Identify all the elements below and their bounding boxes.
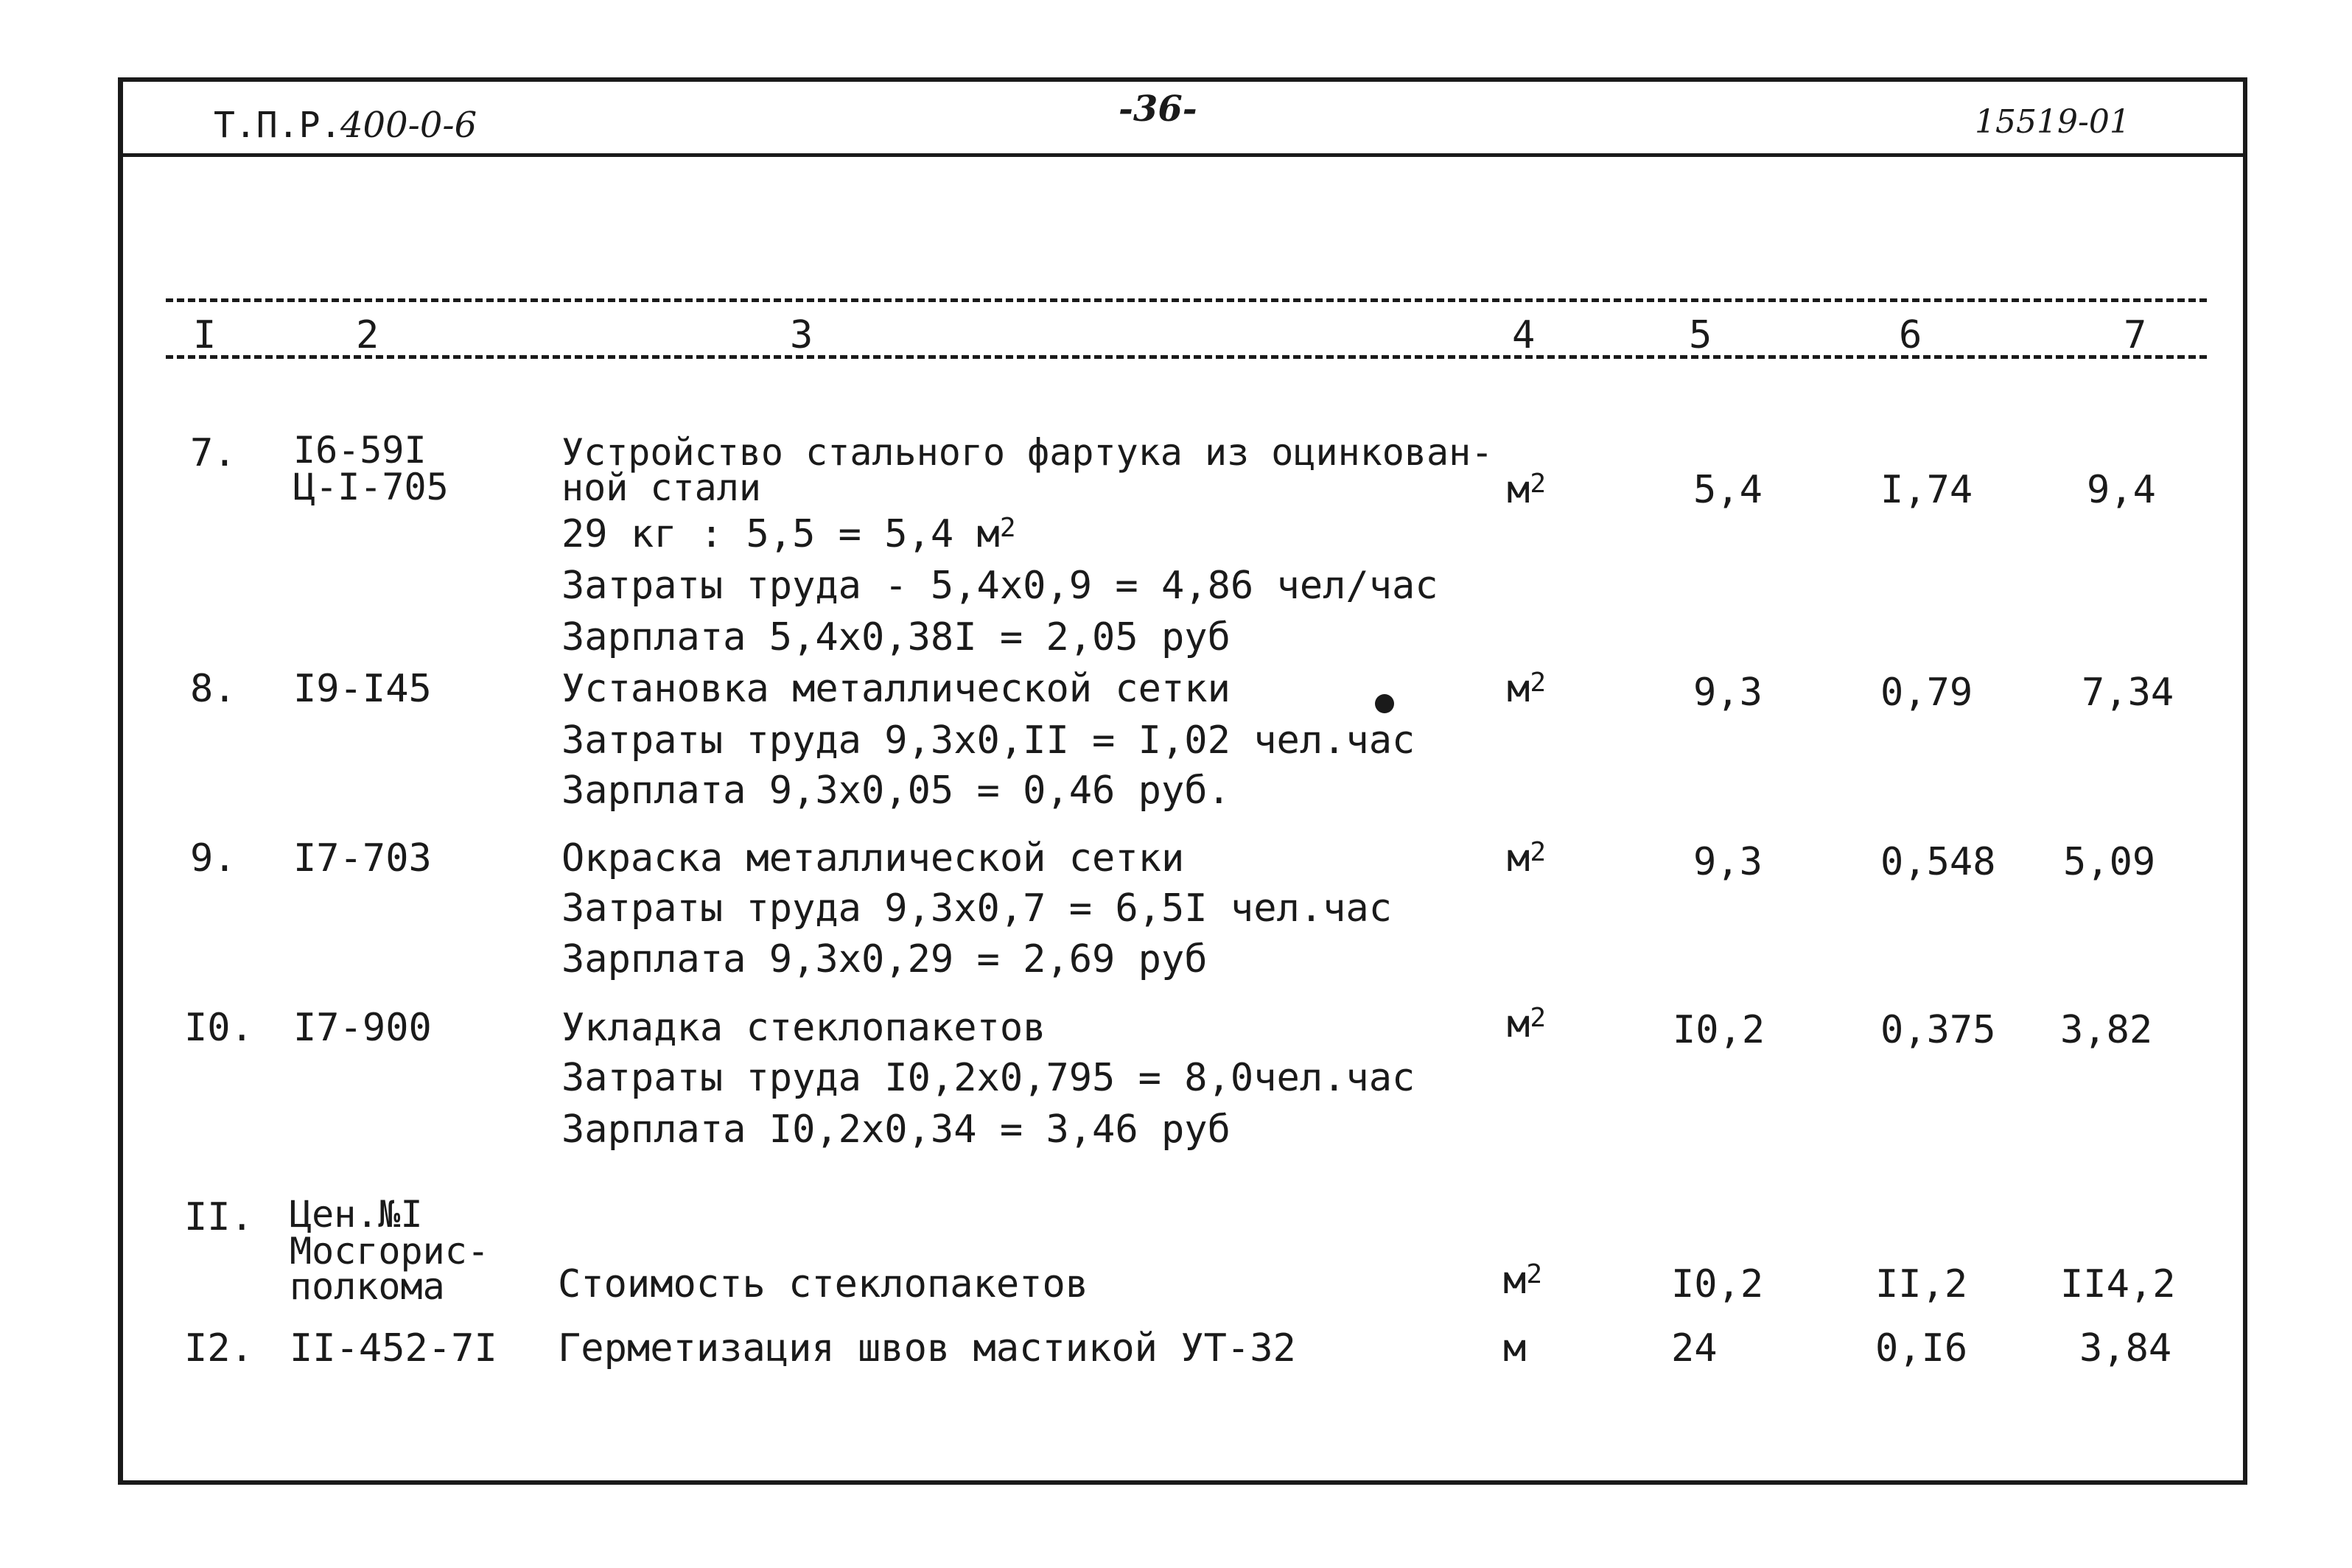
- row-code: полкома: [290, 1265, 445, 1308]
- doc-number: 400-0-6: [340, 105, 477, 146]
- row-code: Ц-I-705: [293, 466, 449, 508]
- row-quantity: I0,2: [1673, 1008, 1765, 1052]
- row-code: Цен.№I: [290, 1193, 423, 1236]
- row-description: Укладка стеклопакетов: [561, 1006, 1046, 1050]
- page-number: -36-: [1119, 88, 1197, 130]
- row-unit-price: 0,548: [1880, 840, 1996, 884]
- row-number: 9.: [190, 836, 237, 881]
- row-quantity: I0,2: [1671, 1262, 1764, 1306]
- row-description: Зарплата 9,3х0,05 = 0,46 руб.: [561, 769, 1231, 813]
- row-description: ной стали: [561, 466, 761, 509]
- row-number: 8.: [190, 667, 237, 711]
- row-number: 7.: [190, 431, 237, 475]
- row-description: 29 кг : 5,5 = 5,4 $м^2$: [561, 512, 1016, 556]
- ink-blot: [1375, 694, 1394, 713]
- column-header-4: 4: [1512, 313, 1536, 357]
- column-header-3: 3: [790, 313, 813, 357]
- row-description: Затраты труда I0,2х0,795 = 8,0чел.час: [561, 1056, 1415, 1100]
- column-header-1: I: [193, 313, 217, 357]
- row-quantity: 24: [1671, 1326, 1718, 1371]
- row-description: Окраска металлической сетки: [561, 836, 1185, 881]
- doc-prefix: Т.П.Р.: [214, 105, 342, 146]
- row-description: Затраты труда 9,3х0,II = I,02 чел.час: [561, 718, 1415, 763]
- row-unit-price: 0,375: [1880, 1008, 1996, 1052]
- row-total: 9,4: [2087, 468, 2156, 512]
- row-total: 5,09: [2063, 840, 2156, 884]
- row-description: Стоимость стеклопакетов: [558, 1262, 1089, 1306]
- row-number: I0.: [184, 1006, 253, 1050]
- column-header-7: 7: [2124, 313, 2147, 357]
- row-code: I7-900: [293, 1006, 432, 1050]
- column-header-2: 2: [356, 313, 379, 357]
- row-description: Устройство стального фартука из оцинкован-: [561, 431, 1494, 474]
- row-number: II.: [184, 1195, 253, 1239]
- row-unit-price: 0,79: [1880, 671, 1973, 715]
- row-description: Зарплата 9,3х0,29 = 2,69 руб: [561, 937, 1208, 981]
- row-total: 3,84: [2079, 1326, 2172, 1371]
- row-description: Зарплата 5,4х0,38I = 2,05 руб: [561, 615, 1231, 659]
- row-code: Мосгорис-: [290, 1230, 489, 1273]
- row-unit: $м^2$: [1507, 1002, 1546, 1046]
- row-number: I2.: [184, 1326, 253, 1371]
- row-unit: $м^2$: [1507, 468, 1546, 512]
- row-unit: $м^2$: [1507, 667, 1546, 711]
- row-total: 7,34: [2082, 671, 2174, 715]
- row-total: II4,2: [2060, 1262, 2176, 1306]
- row-unit: $м^2$: [1507, 836, 1546, 881]
- row-description: Зарплата I0,2х0,34 = 3,46 руб: [561, 1107, 1231, 1152]
- row-unit: м: [1503, 1326, 1527, 1371]
- row-quantity: 9,3: [1693, 840, 1763, 884]
- row-code: I9-I45: [293, 667, 432, 711]
- row-quantity: 9,3: [1693, 671, 1763, 715]
- row-unit-price: 0,I6: [1875, 1326, 1968, 1371]
- header-divider: [118, 153, 2247, 157]
- row-description: Герметизация швов мастикой УТ-32: [558, 1326, 1296, 1371]
- row-unit-price: II,2: [1875, 1262, 1968, 1306]
- row-unit: $м^2$: [1503, 1259, 1542, 1303]
- row-description: Затраты труда - 5,4х0,9 = 4,86 чел/час: [561, 564, 1438, 608]
- row-total: 3,82: [2060, 1008, 2153, 1052]
- row-unit-price: I,74: [1880, 468, 1973, 512]
- row-quantity: 5,4: [1693, 468, 1763, 512]
- column-header-6: 6: [1899, 313, 1922, 357]
- sheet-code: 15519-01: [1975, 103, 2130, 141]
- row-description: Затраты труда 9,3х0,7 = 6,5I чел.час: [561, 886, 1393, 931]
- row-code: I6-59I: [293, 429, 427, 472]
- row-code: II-452-7I: [290, 1326, 497, 1371]
- column-header-5: 5: [1689, 313, 1712, 357]
- table-top-rule: [166, 298, 2207, 302]
- row-description: Установка металлической сетки: [561, 667, 1231, 711]
- row-code: I7-703: [293, 836, 432, 881]
